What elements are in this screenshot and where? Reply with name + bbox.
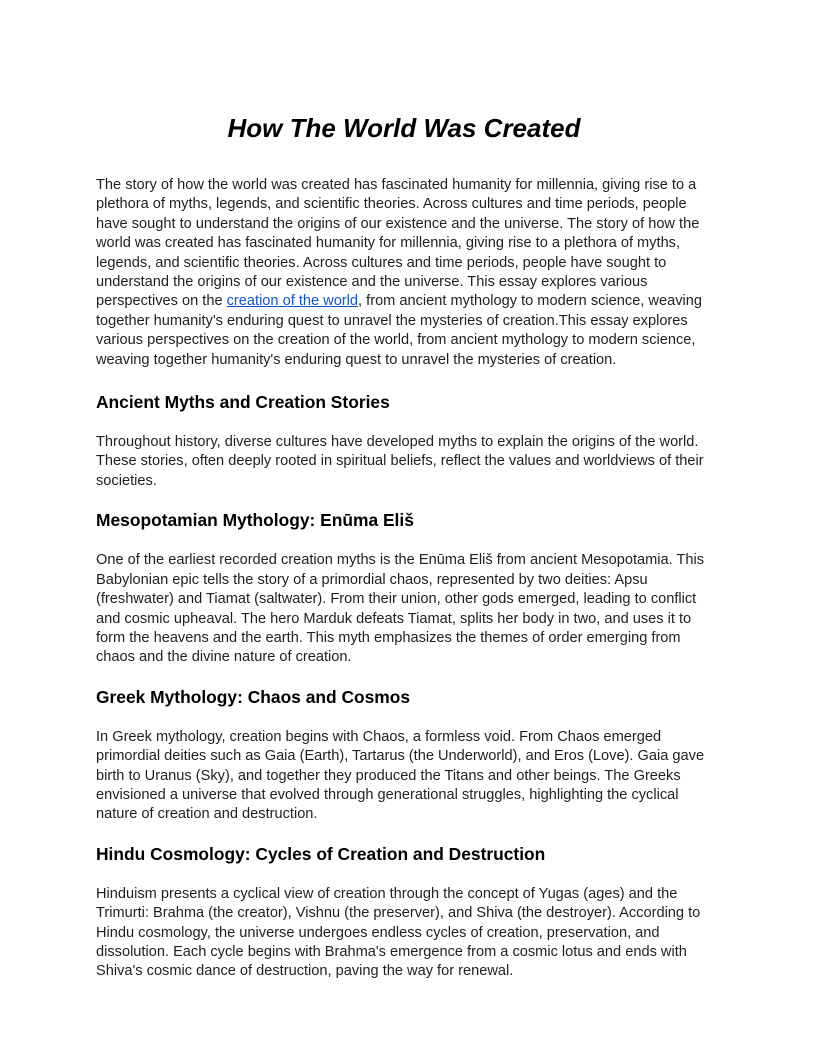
- section-body-hindu: Hinduism presents a cyclical view of creation through the concept of Yugas (ages) and the Trimurti: Brahma (the creator), Vishnu (the preserver), and Shiva (the destroyer). According to Hindu cosmology, the universe undergoes endless cycles of creation, preservation, and dissolution. Each cycle begins with Brahma's emergence from a cosmic lotus and ends with Shiva's cosmic dance of destruction, paving the way for renewal.: [96, 885, 701, 980]
- section-body-mesopotamian: One of the earliest recorded creation myths is the Enūma Eliš from ancient Mesopotamia. This Babylonian epic tells the story of a primordial chaos, represented by two deities: Apsu (freshwater) and Tiamat (saltwater). From their union, other gods emerged, leading to conflict and cosmic upheaval. The hero Marduk defeats Tiamat, splits her body in two, and uses it to form the heavens and the earth. This myth emphasizes the themes of order emerging from chaos and the divine nature of creation.: [96, 552, 705, 666]
- section-heading-greek: Greek Mythology: Chaos and Cosmos: [96, 686, 411, 707]
- page-title: How The World Was Created: [227, 113, 581, 143]
- intro-text-after-link: , from ancient mythology to modern science, weaving together humanity's enduring quest to unravel the mysteries of creation.This essay explores various perspectives on the creation of the world, from ancient mythology to modern science, weaving together humanity's enduring quest to unravel the mysteries of creation.: [96, 293, 702, 368]
- section-body-greek: In Greek mythology, creation begins with Chaos, a formless void. From Chaos emerged primordial deities such as Gaia (Earth), Tartarus (the Underworld), and Eros (Love). Gaia gave birth to Uranus (Sky), and together they produced the Titans and other beings. The Greeks envisioned a universe that evolved through generational struggles, highlighting the cyclical nature of creation and destruction.: [96, 728, 705, 823]
- document-page: [96, 110, 712, 982]
- section-body-ancient-myths: Throughout history, diverse cultures have developed myths to explain the origins of the world. These stories, often deeply rooted in spiritual beliefs, reflect the values and worldviews of their societies.: [96, 434, 704, 489]
- creation-of-the-world-link[interactable]: creation of the world: [226, 293, 359, 310]
- section-heading-mesopotamian: Mesopotamian Mythology: Enūma Eliš: [96, 510, 414, 531]
- section-heading-ancient-myths: Ancient Myths and Creation Stories: [96, 392, 390, 413]
- section-heading-hindu: Hindu Cosmology: Cycles of Creation and Destruction: [96, 843, 546, 864]
- intro-text-before-link: The story of how the world was created has fascinated humanity for millennia, giving rise to a plethora of myths, legends, and scientific theories. Across cultures and time periods, people have sought to understand the origins of our existence and the universe. The story of how the world was created has fascinated humanity for millennia, giving rise to a plethora of myths, legends, and scientific theories. Across cultures and time periods, people have sought to understand the origins of our existence and the universe. This essay explores various perspectives on the: [96, 177, 700, 310]
- intro-paragraph: [96, 176, 712, 370]
